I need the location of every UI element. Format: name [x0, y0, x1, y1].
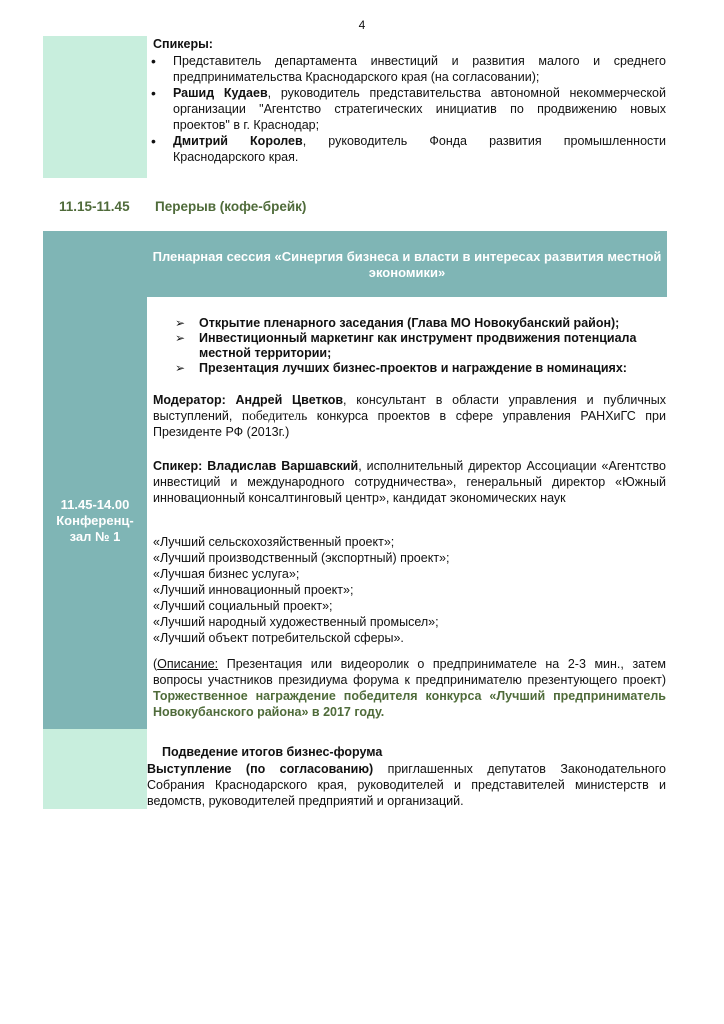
description-text: Презентация или видеоролик о предпринимателе на 2-3 мин., затем вопросы участников президиума форума к предпринимателю презентующего проект) — [153, 657, 666, 687]
nomination-item: «Лучший сельскохозяйственный проект»; — [153, 535, 395, 549]
summary-lead: Выступление (по согласованию) — [147, 762, 374, 776]
break-time: 11.15-11.45 — [59, 199, 130, 214]
session-place-line2: зал № 1 — [69, 529, 121, 544]
moderator-label: Модератор: Андрей Цветков — [153, 393, 344, 407]
speaker-name: Дмитрий Королев — [173, 134, 303, 148]
break-row — [59, 199, 306, 214]
break-title: Перерыв (кофе-брейк) — [155, 199, 307, 214]
nomination-item: «Лучшая бизнес услуга»; — [153, 567, 300, 581]
description-label: Описание: — [157, 657, 219, 671]
speaker-text: Представитель департамента инвестиций и развития малого и среднего предпринимательства Краснодарского края (на согласовании); — [173, 54, 666, 84]
description-open: ( — [153, 657, 158, 671]
nomination-item: «Лучший инновационный проект»; — [153, 583, 354, 597]
speaker-text: , руководитель представительства автономной некоммерческой организации "Агентство стратегических инициатив по продвижению новых проектов" в г. Краснодар; — [173, 86, 666, 132]
summary-paragraph — [147, 761, 666, 809]
speakers-list — [153, 53, 666, 165]
nomination-item: «Лучший народный художественный промысел»; — [153, 615, 439, 629]
session-time: 11.45-14.00 — [60, 497, 130, 512]
session-title: Пленарная сессия «Синергия бизнеса и власти в интересах развития местной экономики» — [152, 249, 662, 280]
speaker-item — [153, 53, 666, 85]
session-place-line1: Конференц- — [56, 513, 134, 528]
moderator-paragraph — [153, 392, 666, 440]
nominations-list — [153, 534, 666, 646]
speakers-block — [153, 36, 666, 165]
description-paragraph — [153, 656, 666, 720]
summary-left-cell — [43, 729, 147, 809]
agenda-item: ➢ Презентация лучших бизнес-проектов и награждение в номинациях: — [175, 361, 667, 376]
speaker-text: , руководитель Фонда развития промышленности Краснодарского края. — [173, 134, 666, 164]
nomination-item: «Лучший социальный проект»; — [153, 599, 333, 613]
summary-text: приглашенных депутатов Законодательного Собрания Краснодарского края, руководителей и представителей министерств и ведомств, руководителей предприятий и организаций. — [147, 762, 666, 808]
speaker-name: Рашид Кудаев — [173, 86, 268, 100]
speakers-label: Спикеры: — [153, 37, 213, 51]
speaker-item — [153, 85, 666, 133]
page-number: 4 — [358, 18, 366, 32]
speaker-paragraph — [153, 458, 666, 506]
moderator-text: , консультант в области управления и публичных выступлений, — [153, 393, 666, 423]
speaker-item — [153, 133, 666, 165]
nomination-item: «Лучший объект потребительской сферы». — [153, 631, 404, 645]
award-highlight: Торжественное награждение победителя конкурса «Лучший предприниматель Новокубанского района» в 2017 году. — [153, 689, 666, 719]
session-time-label — [43, 497, 147, 545]
moderator-text: конкурса проектов в сфере управления РАНХиГС при Президенте РФ (2013г.) — [153, 409, 666, 439]
agenda-item: ➢ Инвестиционный маркетинг как инструмент продвижения потенциала местной территории; — [175, 331, 667, 361]
speaker-description: , исполнительный директор Ассоциации «Агентство инвестиций и международного сотрудничества», генеральный директор «Южный инновационный консалтинговый центр», кандидат экономических наук — [153, 459, 667, 505]
nomination-item: «Лучший производственный (экспортный) проект»; — [153, 551, 450, 565]
speaker-label: Спикер: Владислав Варшавский — [153, 459, 359, 473]
top-left-cell — [43, 36, 147, 178]
session-time-cell — [43, 231, 147, 729]
summary-title: Подведение итогов бизнес-форума — [162, 745, 383, 759]
agenda-list — [175, 316, 667, 376]
agenda-item: ➢ Открытие пленарного заседания (Глава МО Новокубанский район); — [175, 316, 667, 331]
moderator-text-serif: победитель — [241, 408, 308, 423]
